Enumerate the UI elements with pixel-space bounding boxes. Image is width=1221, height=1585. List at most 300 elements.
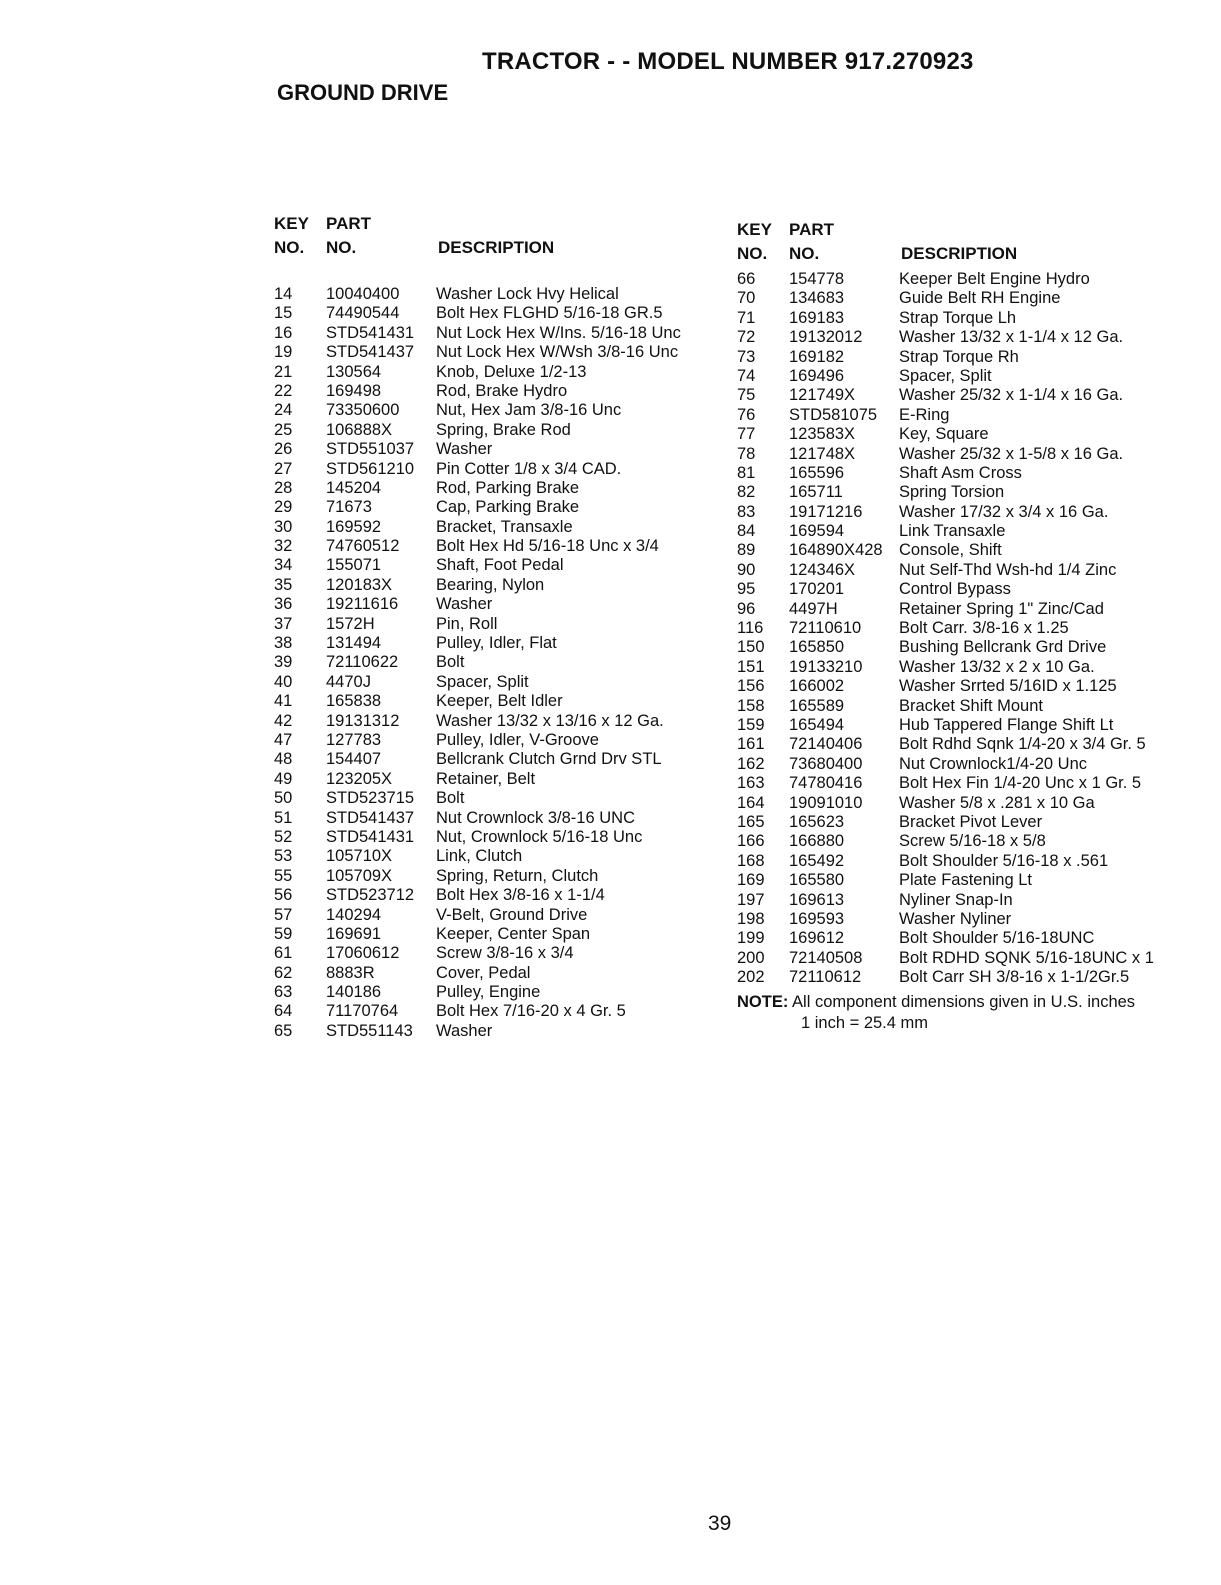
part-description: Bracket Pivot Lever — [899, 812, 1043, 831]
part-header: PART — [326, 214, 372, 233]
part-no: STD523712 — [326, 886, 415, 905]
parts-row — [737, 638, 1177, 657]
part-no: 8883R — [326, 963, 375, 982]
part-no: 165596 — [789, 463, 845, 482]
parts-row — [274, 440, 714, 459]
key-no: 38 — [274, 634, 293, 653]
key-header: KEY — [737, 220, 772, 239]
part-description: Pulley, Idler, Flat — [436, 634, 557, 653]
parts-row — [737, 619, 1177, 638]
part-no: STD541431 — [326, 827, 415, 846]
key-no: 169 — [737, 871, 765, 890]
key-no: 95 — [737, 580, 756, 599]
parts-rows-left — [274, 285, 714, 1041]
part-no: 169498 — [326, 381, 382, 400]
part-header-no: NO. — [326, 238, 357, 257]
parts-row — [737, 929, 1177, 948]
part-description: Keeper, Belt Idler — [436, 692, 563, 711]
part-description: Pin Cotter 1/8 x 3/4 CAD. — [436, 459, 622, 478]
part-no: 169593 — [789, 909, 845, 928]
part-description: E-Ring — [899, 405, 950, 424]
key-no: 76 — [737, 405, 756, 424]
part-no: STD541431 — [326, 323, 415, 342]
parts-row — [737, 600, 1177, 619]
part-description: Spacer, Split — [899, 366, 992, 385]
parts-row — [274, 518, 714, 537]
key-no: 197 — [737, 890, 765, 909]
key-no: 168 — [737, 851, 765, 870]
key-no: 164 — [737, 793, 765, 812]
parts-row — [274, 770, 714, 789]
part-no: 72110612 — [789, 968, 862, 987]
key-no: 61 — [274, 944, 293, 963]
part-no: 165711 — [789, 483, 843, 502]
key-no: 56 — [274, 886, 293, 905]
part-description: Washer Lock Hvy Helical — [436, 285, 619, 303]
key-no: 47 — [274, 730, 293, 749]
part-description: Console, Shift — [899, 541, 1002, 560]
key-no: 57 — [274, 905, 293, 924]
part-description: Strap Torque Lh — [899, 308, 1017, 327]
key-no: 75 — [737, 386, 756, 405]
parts-row — [737, 735, 1177, 754]
part-description: Spring, Brake Rod — [436, 420, 571, 439]
part-no: 105709X — [326, 866, 393, 885]
part-description: Retainer Spring 1" Zinc/Cad — [899, 599, 1104, 618]
part-no: 170201 — [789, 580, 845, 599]
part-description: Control Bypass — [899, 580, 1011, 599]
part-no: 169183 — [789, 308, 845, 327]
part-description: Washer 5/8 x .281 x 10 Ga — [899, 793, 1095, 812]
note-conversion: 1 inch = 25.4 mm — [801, 1014, 929, 1033]
part-no: 106888X — [326, 420, 393, 439]
part-description: Bolt Hex FLGHD 5/16-18 GR.5 — [436, 304, 663, 323]
parts-row — [737, 328, 1177, 347]
part-description: Bolt Hex 3/8-16 x 1-1/4 — [436, 886, 605, 905]
part-no: 155071 — [326, 556, 382, 575]
part-description: Spring Torsion — [899, 483, 1005, 502]
part-no: STD541437 — [326, 808, 415, 827]
part-description: Bolt — [436, 653, 465, 672]
part-no: 72140406 — [789, 735, 863, 754]
part-description: Cap, Parking Brake — [436, 498, 580, 517]
part-no: 165589 — [789, 696, 845, 715]
part-no: 74760512 — [326, 537, 400, 556]
part-no: 165623 — [789, 812, 845, 831]
part-no: 72110610 — [789, 619, 862, 638]
key-no: 64 — [274, 1002, 293, 1021]
section-title: GROUND DRIVE — [277, 80, 449, 105]
key-no: 70 — [737, 289, 756, 308]
column-header — [737, 220, 1177, 270]
parts-row — [274, 498, 714, 517]
key-no: 162 — [737, 754, 765, 773]
parts-row — [274, 712, 714, 731]
parts-row — [737, 755, 1177, 774]
key-no: 159 — [737, 715, 765, 734]
key-no: 48 — [274, 750, 293, 769]
key-no: 199 — [737, 929, 765, 948]
part-no: 71673 — [326, 498, 372, 517]
parts-row — [274, 944, 714, 963]
parts-row — [274, 925, 714, 944]
part-no: STD551143 — [326, 1021, 413, 1040]
parts-row — [274, 1022, 714, 1041]
part-description: Cover, Pedal — [436, 963, 531, 982]
part-no: 74490544 — [326, 304, 400, 323]
part-header-no: NO. — [789, 244, 820, 263]
part-no: 140294 — [326, 905, 382, 924]
key-header-no: NO. — [274, 238, 305, 257]
parts-row — [737, 367, 1177, 386]
key-no: 19 — [274, 343, 293, 362]
parts-row — [274, 983, 714, 1002]
part-description: Bolt Rdhd Sqnk 1/4-20 x 3/4 Gr. 5 — [899, 735, 1146, 754]
parts-row — [274, 615, 714, 634]
key-no: 151 — [737, 657, 765, 676]
part-description: Retainer, Belt — [436, 769, 536, 788]
part-no: STD541437 — [326, 343, 415, 362]
key-no: 27 — [274, 459, 293, 478]
part-description: Washer Nyliner — [899, 909, 1012, 928]
part-description: Spring, Return, Clutch — [436, 866, 599, 885]
part-no: STD523715 — [326, 789, 415, 808]
parts-row — [274, 324, 714, 343]
parts-row — [274, 789, 714, 808]
part-no: 73350600 — [326, 401, 400, 420]
key-no: 150 — [737, 638, 765, 657]
part-no: STD581075 — [789, 405, 878, 424]
part-description: Shaft Asm Cross — [899, 463, 1022, 482]
part-no: 154778 — [789, 270, 845, 288]
part-no: 1572H — [326, 614, 375, 633]
part-description: Nut Lock Hex W/Ins. 5/16-18 Unc — [436, 323, 681, 342]
parts-list-right — [737, 220, 1177, 1033]
part-description: Washer 13/32 x 13/16 x 12 Ga. — [436, 711, 664, 730]
part-description: Bolt Shoulder 5/16-18 x .561 — [899, 851, 1109, 870]
parts-row — [274, 828, 714, 847]
page-number: 39 — [708, 1512, 732, 1535]
parts-row — [737, 852, 1177, 871]
part-description: Bracket, Transaxle — [436, 517, 573, 536]
column-header — [274, 214, 714, 264]
parts-row — [737, 270, 1177, 289]
part-no: 145204 — [326, 478, 382, 497]
part-no: 169612 — [789, 929, 845, 948]
key-no: 29 — [274, 498, 293, 517]
key-no: 22 — [274, 381, 293, 400]
key-no: 14 — [274, 285, 293, 303]
key-no: 72 — [737, 328, 756, 347]
part-no: 169613 — [789, 890, 845, 909]
part-no: 169691 — [326, 924, 382, 943]
key-no: 24 — [274, 401, 293, 420]
parts-row — [737, 677, 1177, 696]
key-no: 34 — [274, 556, 293, 575]
part-no: 19133210 — [789, 657, 863, 676]
parts-row — [274, 595, 714, 614]
parts-row — [274, 382, 714, 401]
key-no: 16 — [274, 323, 293, 342]
key-no: 52 — [274, 827, 293, 846]
key-no: 53 — [274, 847, 293, 866]
part-description: Keeper, Center Span — [436, 924, 591, 943]
part-no: 169592 — [326, 517, 382, 536]
parts-row — [274, 964, 714, 983]
key-no: 96 — [737, 599, 756, 618]
parts-row — [737, 871, 1177, 890]
part-no: 124346X — [789, 560, 856, 579]
part-no: 19211616 — [326, 595, 399, 614]
page-title: TRACTOR - - MODEL NUMBER 917.270923 — [482, 48, 974, 75]
parts-row — [737, 949, 1177, 968]
parts-row — [737, 348, 1177, 367]
parts-row — [274, 750, 714, 769]
parts-row — [274, 285, 714, 304]
parts-row — [737, 289, 1177, 308]
part-description: Rod, Parking Brake — [436, 478, 580, 497]
key-no: 28 — [274, 478, 293, 497]
key-no: 90 — [737, 560, 756, 579]
description-header: DESCRIPTION — [438, 238, 555, 257]
key-header: KEY — [274, 214, 309, 233]
part-no: STD561210 — [326, 459, 415, 478]
part-description: Washer 17/32 x 3/4 x 16 Ga. — [899, 502, 1109, 521]
key-no: 39 — [274, 653, 293, 672]
parts-row — [737, 832, 1177, 851]
key-no: 63 — [274, 983, 293, 1002]
parts-row — [274, 1002, 714, 1021]
part-description: Shaft, Foot Pedal — [436, 556, 564, 575]
key-no: 156 — [737, 677, 765, 696]
part-description: Plate Fastening Lt — [899, 871, 1032, 890]
part-no: 164890X428 — [789, 541, 883, 560]
key-no: 25 — [274, 420, 293, 439]
parts-row — [737, 774, 1177, 793]
part-description: Hub Tappered Flange Shift Lt — [899, 715, 1114, 734]
part-no: 166880 — [789, 832, 845, 851]
parts-row — [737, 580, 1177, 599]
key-no: 81 — [737, 463, 756, 482]
key-no: 30 — [274, 517, 293, 536]
parts-row — [274, 421, 714, 440]
part-no: 73680400 — [789, 754, 863, 773]
parts-row — [737, 658, 1177, 677]
parts-row — [274, 906, 714, 925]
part-description: Knob, Deluxe 1/2-13 — [436, 362, 587, 381]
part-description: V-Belt, Ground Drive — [436, 905, 588, 924]
part-description: Washer 25/32 x 1-1/4 x 16 Ga. — [899, 386, 1124, 405]
parts-rows-right — [737, 270, 1177, 987]
part-no: 166002 — [789, 677, 845, 696]
key-no: 163 — [737, 774, 765, 793]
part-description: Screw 5/16-18 x 5/8 — [899, 832, 1046, 851]
part-no: 19171216 — [789, 502, 863, 521]
part-description: Bellcrank Clutch Grnd Drv STL — [436, 750, 662, 769]
part-description: Nut Crownlock1/4-20 Unc — [899, 754, 1087, 773]
key-no: 158 — [737, 696, 765, 715]
part-description: Nut, Crownlock 5/16-18 Unc — [436, 827, 643, 846]
part-no: STD551037 — [326, 440, 415, 459]
parts-row — [274, 634, 714, 653]
part-description: Nut Self-Thd Wsh-hd 1/4 Zinc — [899, 560, 1117, 579]
parts-row — [274, 576, 714, 595]
parts-row — [737, 445, 1177, 464]
part-no: 19132012 — [789, 328, 863, 347]
part-no: 10040400 — [326, 285, 400, 303]
key-no: 21 — [274, 362, 293, 381]
parts-row — [737, 891, 1177, 910]
part-description: Pin, Roll — [436, 614, 498, 633]
parts-row — [274, 363, 714, 382]
parts-row — [274, 304, 714, 323]
part-no: 165850 — [789, 638, 845, 657]
part-description: Washer 25/32 x 1-5/8 x 16 Ga. — [899, 444, 1124, 463]
part-description: Nut, Hex Jam 3/8-16 Unc — [436, 401, 622, 420]
key-no: 55 — [274, 866, 293, 885]
parts-row — [274, 479, 714, 498]
parts-row — [737, 697, 1177, 716]
part-no: 4470J — [326, 672, 371, 691]
parts-row — [737, 541, 1177, 560]
part-header: PART — [789, 220, 835, 239]
key-no: 84 — [737, 522, 756, 541]
part-description: Washer — [436, 595, 493, 614]
part-no: 17060612 — [326, 944, 400, 963]
key-no: 200 — [737, 948, 765, 967]
part-description: Bolt RDHD SQNK 5/16-18UNC x 1 — [899, 948, 1154, 967]
part-no: 131494 — [326, 634, 382, 653]
part-description: Bolt Shoulder 5/16-18UNC — [899, 929, 1095, 948]
parts-row — [737, 910, 1177, 929]
key-no: 73 — [737, 347, 756, 366]
part-description: Bolt Carr. 3/8-16 x 1.25 — [899, 619, 1069, 638]
part-no: 169594 — [789, 522, 845, 541]
part-no: 123205X — [326, 769, 393, 788]
parts-row — [274, 556, 714, 575]
parts-row — [737, 968, 1177, 987]
part-no: 105710X — [326, 847, 393, 866]
part-no: 74780416 — [789, 774, 863, 793]
parts-row — [274, 653, 714, 672]
key-no: 166 — [737, 832, 765, 851]
part-no: 120183X — [326, 575, 393, 594]
part-description: Bolt Carr SH 3/8-16 x 1-1/2Gr.5 — [899, 968, 1130, 987]
parts-row — [274, 867, 714, 886]
part-no: 71170764 — [326, 1002, 399, 1021]
part-no: 165580 — [789, 871, 845, 890]
part-description: Spacer, Split — [436, 672, 529, 691]
part-no: 19131312 — [326, 711, 400, 730]
part-description: Washer Srrted 5/16ID x 1.125 — [899, 677, 1117, 696]
key-no: 65 — [274, 1021, 293, 1040]
part-description: Rod, Brake Hydro — [436, 381, 568, 400]
part-description: Bolt Hex Hd 5/16-18 Unc x 3/4 — [436, 537, 659, 556]
part-description: Nyliner Snap-In — [899, 890, 1013, 909]
key-no: 116 — [737, 619, 764, 638]
part-no: 123583X — [789, 425, 856, 444]
part-no: 134683 — [789, 289, 845, 308]
part-description: Bushing Bellcrank Grd Drive — [899, 638, 1107, 657]
key-no: 66 — [737, 270, 756, 288]
part-no: 140186 — [326, 983, 382, 1002]
part-no: 169182 — [789, 347, 845, 366]
part-no: 127783 — [326, 730, 382, 749]
key-no: 74 — [737, 366, 756, 385]
part-description: Pulley, Engine — [436, 983, 541, 1002]
key-no: 26 — [274, 440, 293, 459]
key-no: 59 — [274, 924, 293, 943]
part-no: 72140508 — [789, 948, 863, 967]
part-no: 19091010 — [789, 793, 863, 812]
part-description: Washer — [436, 1021, 493, 1040]
part-description: Keeper Belt Engine Hydro — [899, 270, 1090, 288]
key-no: 42 — [274, 711, 293, 730]
parts-row — [274, 401, 714, 420]
parts-row — [737, 813, 1177, 832]
parts-row — [737, 794, 1177, 813]
part-no: 165492 — [789, 851, 845, 870]
dimension-note — [737, 993, 1177, 1033]
part-description: Key, Square — [899, 425, 989, 444]
part-description: Guide Belt RH Engine — [899, 289, 1061, 308]
key-no: 51 — [274, 808, 293, 827]
parts-row — [737, 503, 1177, 522]
parts-list-left — [274, 214, 714, 1041]
parts-row — [737, 406, 1177, 425]
part-no: 165494 — [789, 715, 845, 734]
key-no: 37 — [274, 614, 293, 633]
key-no: 78 — [737, 444, 756, 463]
key-no: 50 — [274, 789, 293, 808]
parts-row — [274, 809, 714, 828]
key-no: 32 — [274, 537, 293, 556]
part-description: Link Transaxle — [899, 522, 1006, 541]
part-description: Nut Crownlock 3/8-16 UNC — [436, 808, 635, 827]
key-no: 165 — [737, 812, 765, 831]
parts-row — [737, 386, 1177, 405]
part-description: Washer 13/32 x 1-1/4 x 12 Ga. — [899, 328, 1124, 347]
key-no: 49 — [274, 769, 293, 788]
parts-row — [737, 464, 1177, 483]
note-label: NOTE: — [737, 993, 789, 1012]
part-description: Bearing, Nylon — [436, 575, 545, 594]
part-no: 130564 — [326, 362, 382, 381]
part-description: Screw 3/8-16 x 3/4 — [436, 944, 574, 963]
parts-row — [274, 460, 714, 479]
key-no: 82 — [737, 483, 756, 502]
part-description: Link, Clutch — [436, 847, 523, 866]
part-no: 121748X — [789, 444, 856, 463]
key-no: 15 — [274, 304, 293, 323]
part-description: Nut Lock Hex W/Wsh 3/8-16 Unc — [436, 343, 679, 362]
parts-row — [274, 847, 714, 866]
parts-row — [274, 673, 714, 692]
key-no: 41 — [274, 692, 293, 711]
part-description: Washer — [436, 440, 493, 459]
parts-row — [737, 522, 1177, 541]
note-text: All component dimensions given in U.S. inches — [792, 993, 1136, 1012]
key-no: 35 — [274, 575, 293, 594]
parts-row — [737, 561, 1177, 580]
part-no: 154407 — [326, 750, 382, 769]
part-no: 121749X — [789, 386, 856, 405]
part-description: Bolt — [436, 789, 465, 808]
key-header-no: NO. — [737, 244, 768, 263]
description-header: DESCRIPTION — [901, 244, 1018, 263]
key-no: 71 — [737, 308, 756, 327]
part-no: 165838 — [326, 692, 382, 711]
